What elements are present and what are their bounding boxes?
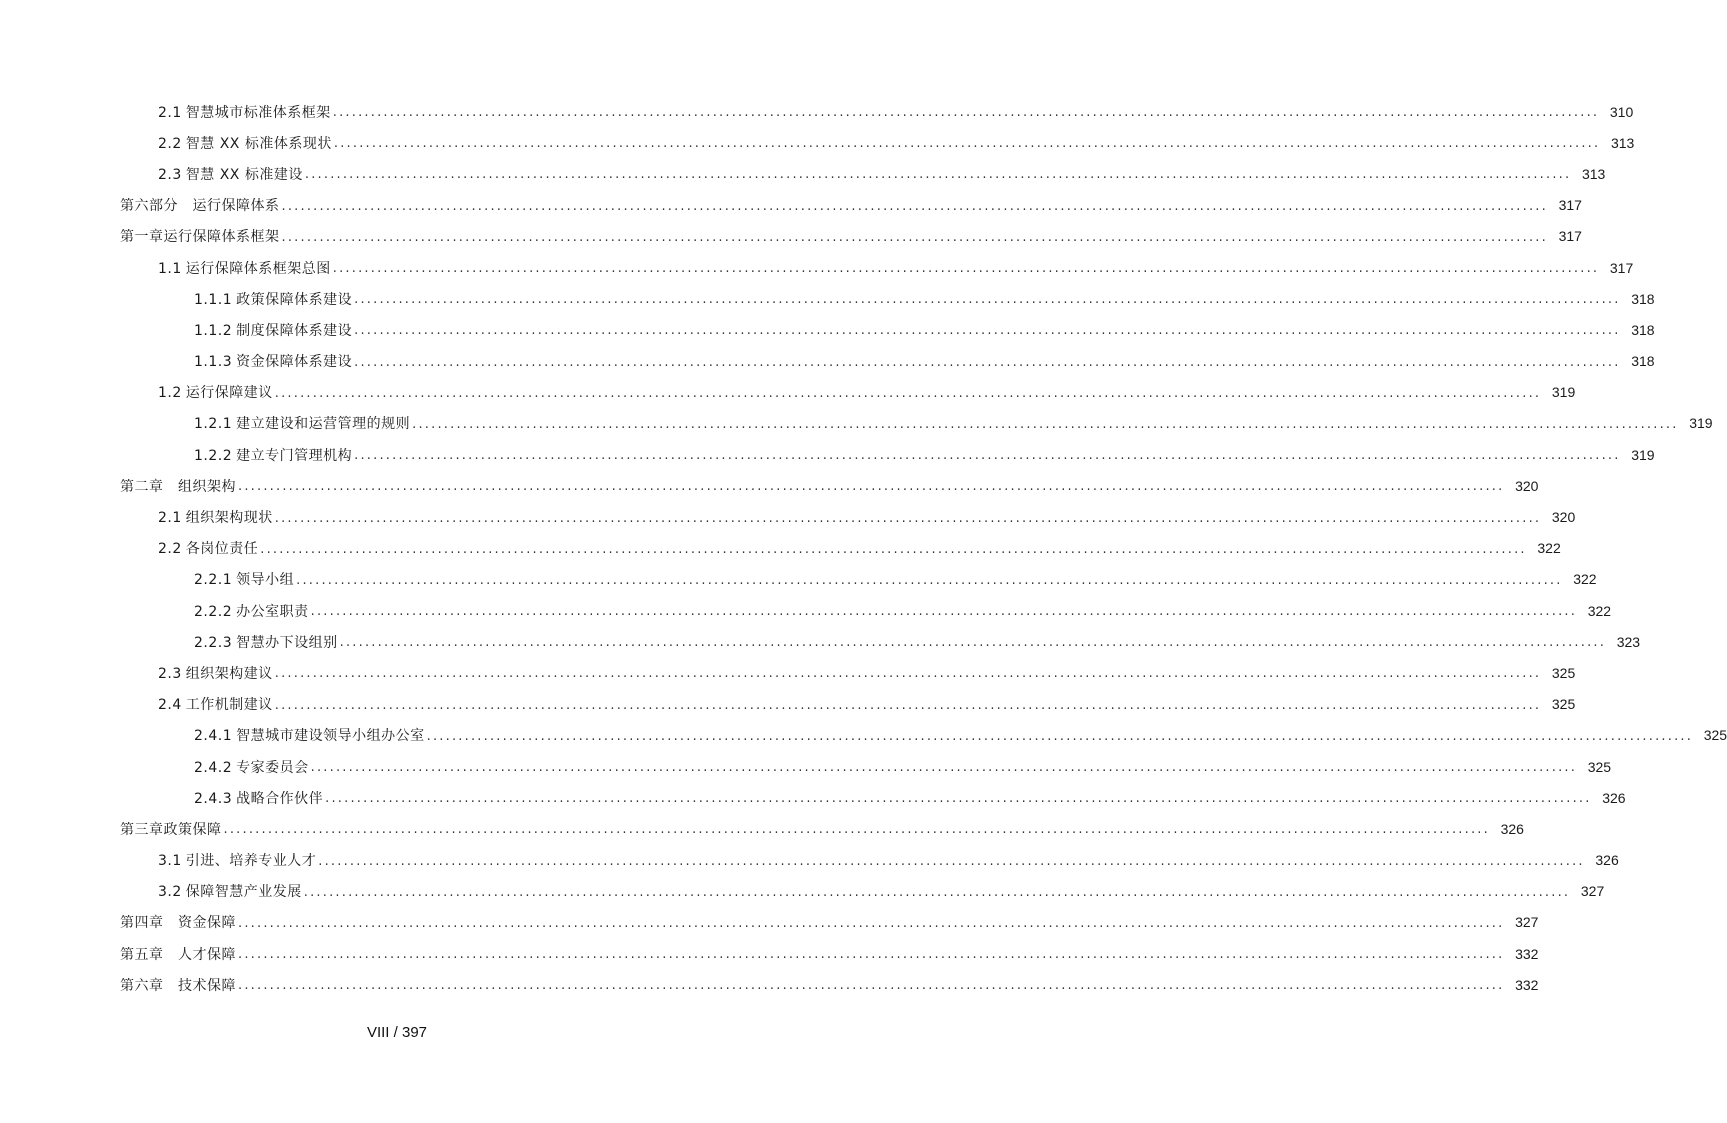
toc-entry-number: 2.4 <box>158 697 182 714</box>
toc-entry[interactable] <box>0 595 1612 626</box>
toc-entry-page-number: 326 <box>1595 852 1619 869</box>
dot-leader: ........................................................................................................................................................................................................ <box>325 791 1592 807</box>
toc-entry-title: 智慧 XX 标准建设 <box>185 166 303 183</box>
dot-leader: ........................................................................................................................................................................................................ <box>223 822 1490 838</box>
toc-entry-title: 建立专门管理机构 <box>236 447 353 464</box>
toc-entry-page-number: 332 <box>1515 976 1539 993</box>
toc-entry-label <box>158 258 331 278</box>
toc-entry-number: 2.1 <box>158 510 182 527</box>
toc-entry-page-number: 313 <box>1581 165 1606 182</box>
toc-entry-label <box>120 476 236 496</box>
toc-entry-number: 1.2.1 <box>194 416 233 433</box>
page-number-footer: VIII / 397 <box>366 1024 428 1041</box>
toc-entry[interactable] <box>0 689 1576 720</box>
dot-leader: ........................................................................................................................................................................................................ <box>332 105 1600 121</box>
dot-leader: ........................................................................................................................................................................................................ <box>303 884 1571 900</box>
dot-leader: ........................................................................................................................................................................................................ <box>354 448 1621 464</box>
toc-entry-label <box>194 289 352 309</box>
dot-leader: ........................................................................................................................................................................................................ <box>318 853 1585 869</box>
dot-leader: ........................................................................................................................................................................................................ <box>354 323 1621 339</box>
toc-entry-label <box>194 351 352 371</box>
toc-entry-label <box>194 725 425 745</box>
toc-entry-page-number: 325 <box>1703 727 1727 744</box>
toc-entry-page-number: 322 <box>1537 540 1561 557</box>
toc-entry-title: 运行保障建议 <box>185 385 273 402</box>
dot-leader: ........................................................................................................................................................................................................ <box>426 728 1694 744</box>
dot-leader: ........................................................................................................................................................................................................ <box>310 604 1578 620</box>
dot-leader: ........................................................................................................................................................................................................ <box>354 292 1621 308</box>
toc-entry-title: 第六部分 运行保障体系 <box>120 198 280 215</box>
toc-entry-title: 办公室职责 <box>236 603 309 620</box>
toc-entry-number: 2.2.3 <box>194 634 233 651</box>
toc-entry-title: 运行保障体系框架总图 <box>185 260 331 277</box>
toc-entry-number: 2.4.3 <box>194 790 233 807</box>
toc-entry-page-number: 310 <box>1609 103 1634 120</box>
dot-leader: ........................................................................................................................................................................................................ <box>333 136 1601 152</box>
table-of-contents <box>0 96 1727 1000</box>
dot-leader: ........................................................................................................................................................................................................ <box>274 385 1542 401</box>
toc-entry-label <box>194 788 323 808</box>
toc-entry-page-number: 319 <box>1631 446 1655 463</box>
toc-entry[interactable] <box>0 377 1576 408</box>
toc-entry-page-number: 327 <box>1580 883 1605 900</box>
dot-leader: ........................................................................................................................................................................................................ <box>296 572 1563 588</box>
toc-entry[interactable] <box>0 346 1655 377</box>
toc-entry-page-number: 326 <box>1602 789 1626 806</box>
dot-leader: ........................................................................................................................................................................................................ <box>274 510 1542 526</box>
dot-leader: ........................................................................................................................................................................................................ <box>238 947 1505 963</box>
toc-entry-label <box>158 694 273 714</box>
dot-leader: ........................................................................................................................................................................................................ <box>332 261 1600 277</box>
dot-leader: ........................................................................................................................................................................................................ <box>260 541 1527 557</box>
dot-leader: ........................................................................................................................................................................................................ <box>304 167 1572 183</box>
toc-entry-title: 引进、培养专业人才 <box>185 853 317 870</box>
toc-entry-page-number: 317 <box>1558 228 1582 245</box>
toc-entry-label <box>158 881 302 901</box>
dot-leader: ........................................................................................................................................................................................................ <box>412 416 1679 432</box>
toc-entry-label <box>120 819 222 839</box>
dot-leader: ........................................................................................................................................................................................................ <box>339 635 1607 651</box>
toc-entry-title: 组织架构现状 <box>185 510 273 527</box>
toc-entry-number: 2.1 <box>158 104 182 121</box>
toc-entry[interactable] <box>0 969 1539 1000</box>
toc-entry-title: 领导小组 <box>236 572 295 589</box>
toc-entry-page-number: 325 <box>1551 696 1576 713</box>
toc-entry-number: 1.1.2 <box>194 322 233 339</box>
toc-entry-label <box>120 975 236 995</box>
toc-entry[interactable] <box>0 439 1655 470</box>
toc-entry-page-number: 313 <box>1610 134 1635 151</box>
toc-entry[interactable] <box>0 657 1576 688</box>
toc-entry-number: 3.2 <box>158 884 182 901</box>
toc-entry-label <box>158 507 273 527</box>
toc-entry-title: 第二章 组织架构 <box>120 478 236 495</box>
toc-entry-number: 2.2.1 <box>194 572 233 589</box>
toc-entry-page-number: 318 <box>1631 290 1655 307</box>
toc-entry-number: 1.2 <box>158 385 182 402</box>
toc-entry-label <box>158 538 258 558</box>
toc-entry[interactable] <box>0 626 1641 657</box>
dot-leader: ........................................................................................................................................................................................................ <box>281 229 1548 245</box>
toc-entry-label <box>194 445 352 465</box>
toc-entry[interactable] <box>0 501 1576 532</box>
toc-entry-page-number: 326 <box>1500 820 1524 837</box>
toc-entry-number: 2.2.2 <box>194 603 233 620</box>
toc-entry-label <box>158 382 273 402</box>
toc-entry-page-number: 325 <box>1587 758 1612 775</box>
toc-entry-page-number: 319 <box>1689 415 1713 432</box>
toc-entry-number: 3.1 <box>158 853 182 870</box>
toc-entry-title: 第一章运行保障体系框架 <box>120 229 280 246</box>
toc-entry-label <box>194 601 309 621</box>
toc-entry-label <box>120 195 280 215</box>
toc-entry[interactable] <box>0 408 1713 439</box>
toc-entry[interactable] <box>0 127 1635 158</box>
toc-entry[interactable] <box>0 813 1524 844</box>
toc-entry-title: 智慧城市标准体系框架 <box>185 104 331 121</box>
toc-entry-number: 2.3 <box>158 665 182 682</box>
toc-entry-page-number: 320 <box>1515 477 1539 494</box>
toc-entry-page-number: 320 <box>1551 509 1576 526</box>
toc-entry[interactable] <box>0 283 1655 314</box>
toc-entry-page-number: 317 <box>1609 259 1634 276</box>
toc-entry-title: 制度保障体系建设 <box>236 322 353 339</box>
toc-entry-number: 1.1.1 <box>194 291 233 308</box>
toc-entry-page-number: 318 <box>1631 353 1655 370</box>
toc-entry-label <box>120 912 236 932</box>
toc-entry-label <box>158 133 332 153</box>
toc-entry[interactable] <box>0 470 1539 501</box>
toc-entry-page-number: 323 <box>1616 633 1641 650</box>
toc-entry-number: 2.2 <box>158 135 182 152</box>
toc-entry-page-number: 318 <box>1631 321 1655 338</box>
toc-entry[interactable] <box>0 907 1539 938</box>
toc-entry-title: 智慧城市建设领导小组办公室 <box>236 728 425 745</box>
toc-entry-number: 2.3 <box>158 166 182 183</box>
toc-entry-page-number: 319 <box>1551 384 1576 401</box>
toc-entry[interactable] <box>0 938 1539 969</box>
dot-leader: ........................................................................................................................................................................................................ <box>281 198 1548 214</box>
toc-entry-title: 第五章 人才保障 <box>120 946 236 963</box>
dot-leader: ........................................................................................................................................................................................................ <box>274 697 1542 713</box>
toc-entry-number: 1.1.3 <box>194 354 233 371</box>
toc-entry[interactable] <box>0 845 1619 876</box>
toc-entry-label <box>194 757 309 777</box>
toc-entry-page-number: 332 <box>1515 945 1539 962</box>
toc-entry-title: 第六章 技术保障 <box>120 977 236 994</box>
toc-entry-title: 各岗位责任 <box>185 541 259 558</box>
toc-entry-title: 资金保障体系建设 <box>236 354 353 371</box>
toc-entry-label <box>120 944 236 964</box>
toc-entry-title: 智慧办下设组别 <box>236 634 338 651</box>
toc-entry-label <box>194 413 410 433</box>
toc-entry-label <box>158 663 273 683</box>
dot-leader: ........................................................................................................................................................................................................ <box>310 760 1578 776</box>
toc-entry-page-number: 325 <box>1551 664 1576 681</box>
toc-entry-number: 2.4.2 <box>194 759 233 776</box>
dot-leader: ........................................................................................................................................................................................................ <box>238 978 1505 994</box>
toc-entry-title: 政策保障体系建设 <box>236 291 353 308</box>
toc-entry-number: 2.4.1 <box>194 728 233 745</box>
toc-entry[interactable] <box>0 158 1606 189</box>
toc-entry[interactable] <box>0 720 1727 751</box>
toc-entry-label <box>158 850 316 870</box>
dot-leader: ........................................................................................................................................................................................................ <box>238 915 1505 931</box>
toc-entry-title: 专家委员会 <box>236 759 309 776</box>
toc-entry-title: 组织架构建议 <box>185 665 273 682</box>
toc-entry-page-number: 322 <box>1573 571 1597 588</box>
toc-entry-title: 第三章政策保障 <box>120 821 222 838</box>
toc-entry-title: 第四章 资金保障 <box>120 915 236 932</box>
toc-entry-page-number: 327 <box>1515 914 1539 931</box>
dot-leader: ........................................................................................................................................................................................................ <box>354 354 1621 370</box>
toc-entry-label <box>194 320 352 340</box>
dot-leader: ........................................................................................................................................................................................................ <box>274 666 1542 682</box>
toc-entry[interactable] <box>0 221 1582 252</box>
toc-entry[interactable] <box>0 252 1634 283</box>
toc-entry[interactable] <box>0 751 1612 782</box>
toc-entry[interactable] <box>0 190 1582 221</box>
toc-entry-label <box>158 164 303 184</box>
toc-entry-title: 保障智慧产业发展 <box>185 884 302 901</box>
toc-entry[interactable] <box>0 782 1626 813</box>
dot-leader: ........................................................................................................................................................................................................ <box>238 479 1505 495</box>
toc-entry-label <box>120 226 280 246</box>
toc-entry-title: 智慧 XX 标准体系现状 <box>185 135 332 152</box>
toc-entry-page-number: 322 <box>1587 602 1612 619</box>
toc-entry-page-number: 317 <box>1558 197 1582 214</box>
toc-entry[interactable] <box>0 533 1561 564</box>
toc-entry[interactable] <box>0 314 1655 345</box>
toc-entry[interactable] <box>0 96 1634 127</box>
toc-entry-label <box>194 569 294 589</box>
toc-entry-title: 工作机制建议 <box>185 697 273 714</box>
toc-entry-number: 2.2 <box>158 541 182 558</box>
toc-entry-number: 1.1 <box>158 260 182 277</box>
toc-entry[interactable] <box>0 876 1605 907</box>
toc-entry-label <box>194 632 338 652</box>
toc-entry-label <box>158 102 331 122</box>
toc-entry-number: 1.2.2 <box>194 447 233 464</box>
toc-entry[interactable] <box>0 564 1597 595</box>
toc-entry-title: 建立建设和运营管理的规则 <box>236 416 411 433</box>
toc-entry-title: 战略合作伙伴 <box>236 790 324 807</box>
